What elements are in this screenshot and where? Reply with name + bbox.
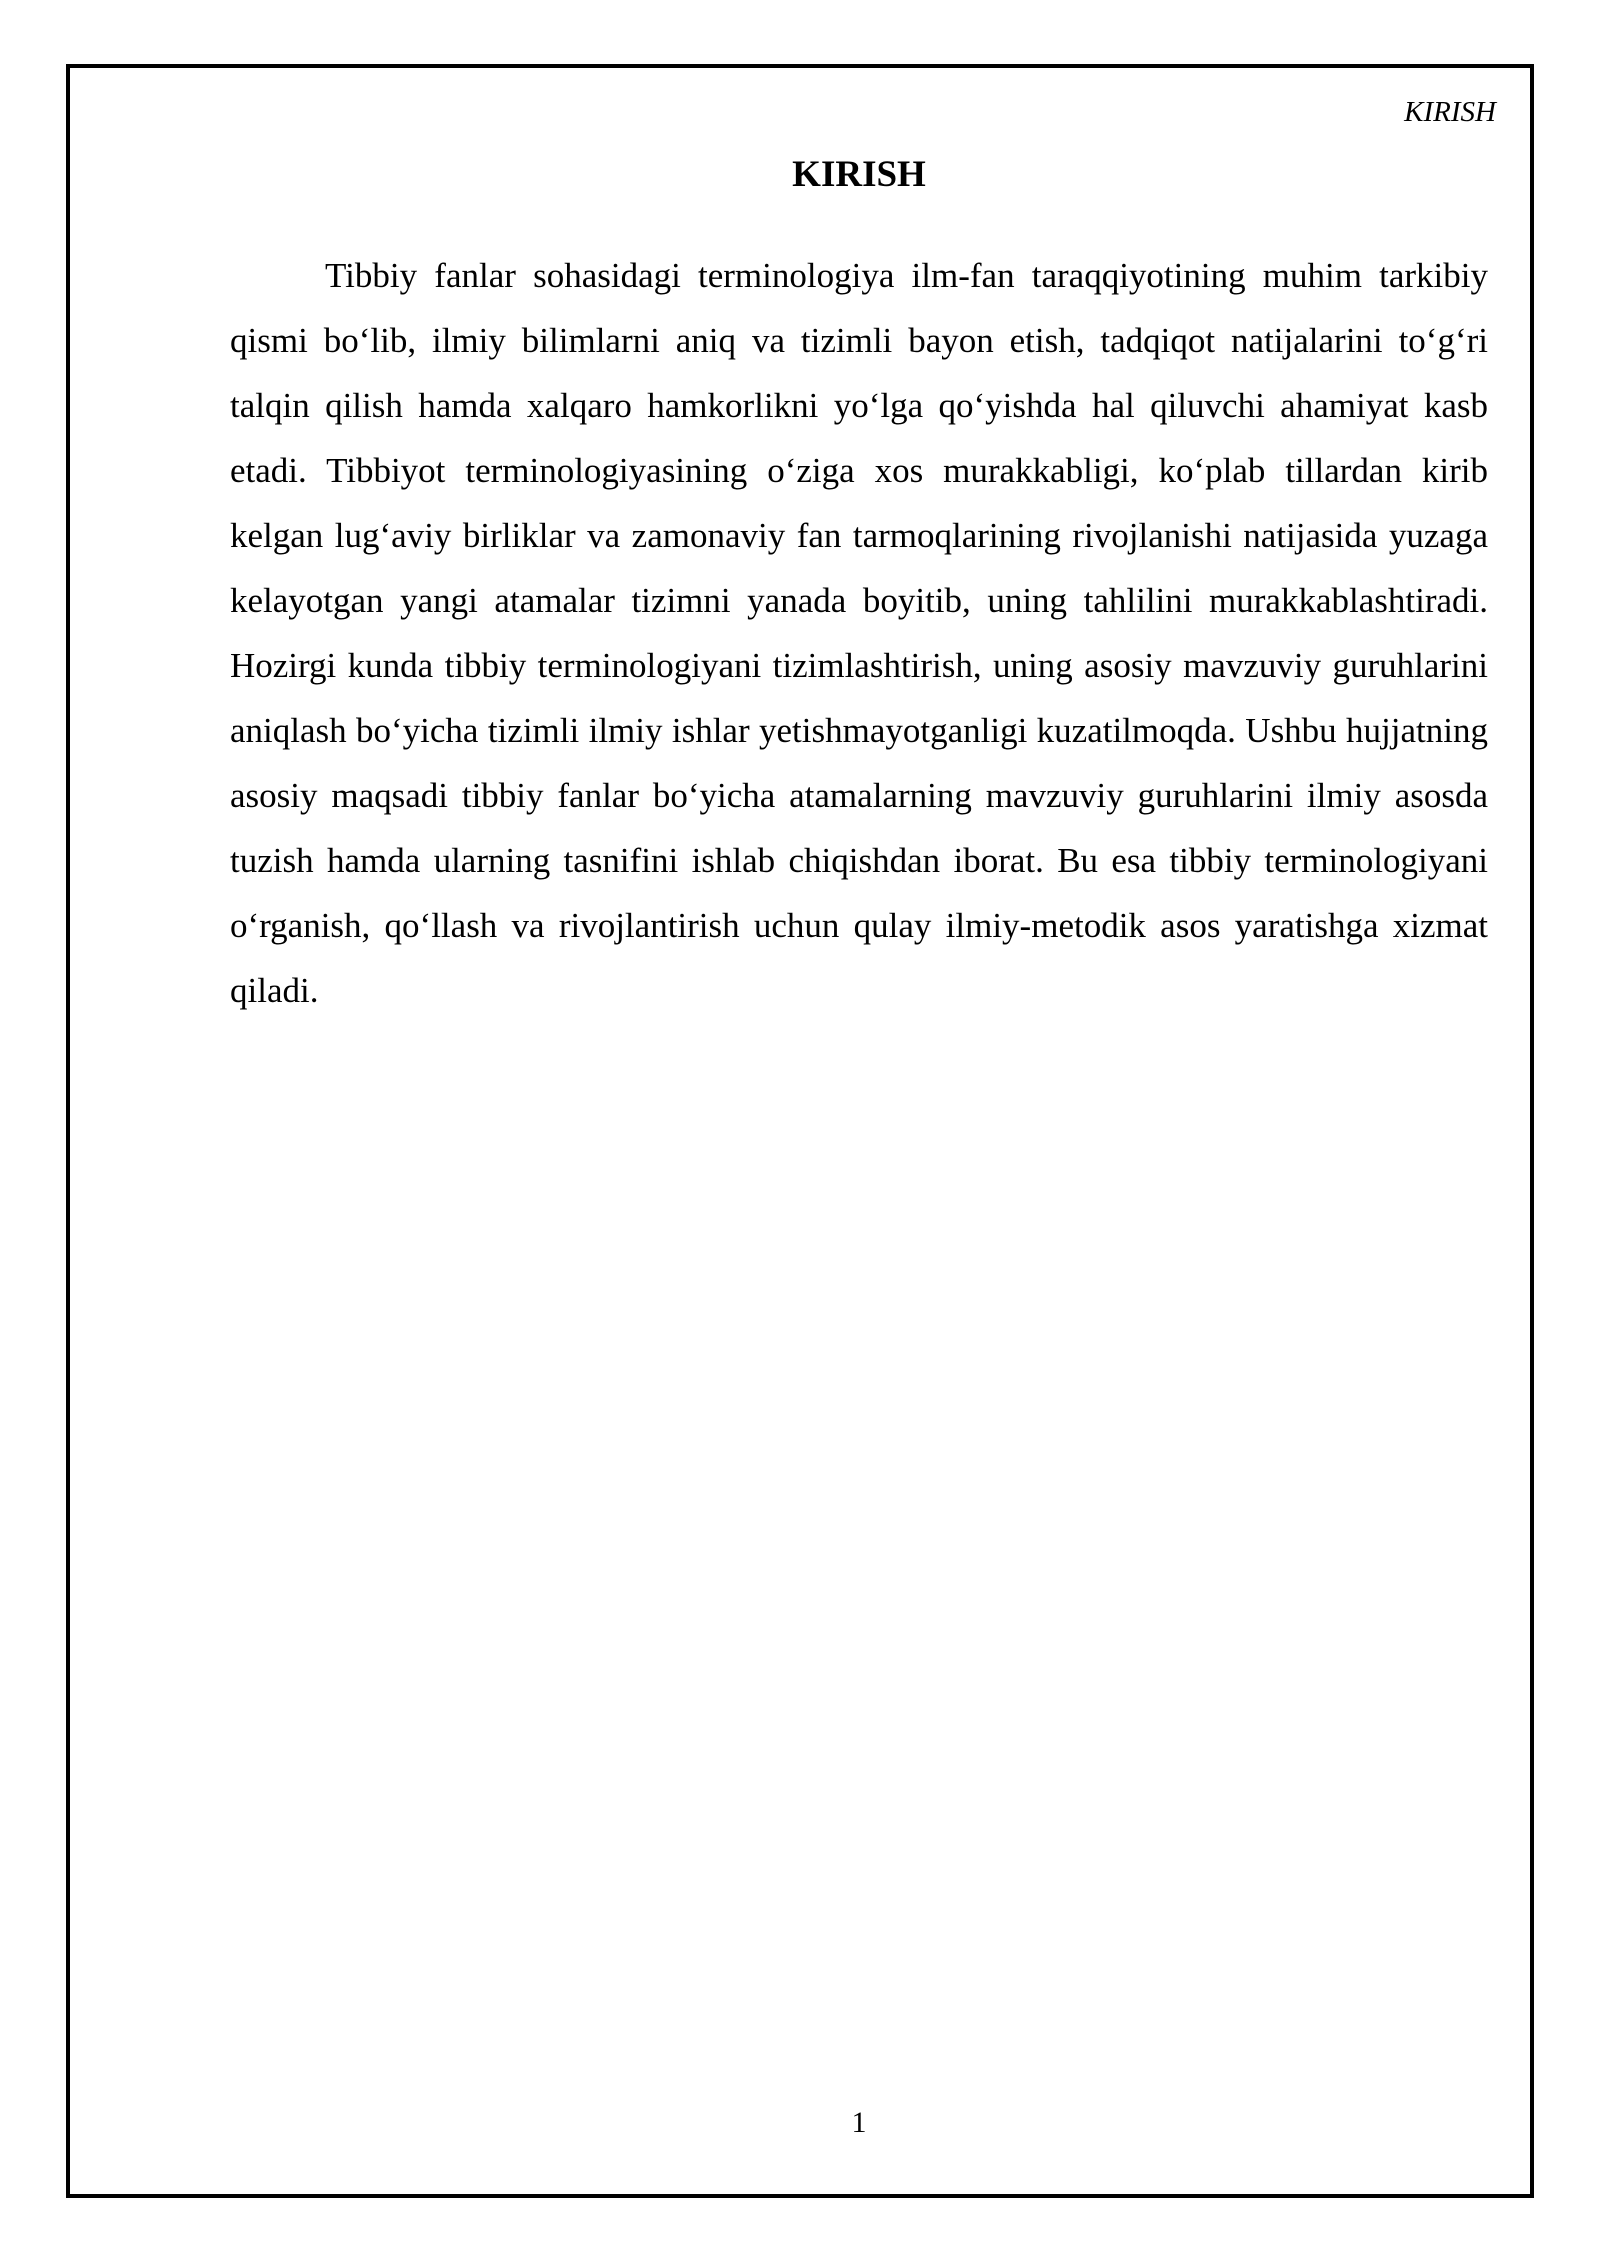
section-title: KIRISH	[792, 154, 926, 195]
page-number: 1	[851, 2106, 867, 2139]
running-header: KIRISH	[1404, 96, 1496, 128]
intro-paragraph: Tibbiy fanlar sohasidagi terminologiya ilm-fan taraqqiyotining muhim tarkibiy qismi bo‘lib, ilmiy bilimlarni aniq va tizimli bayon etish, tadqiqot natijalarini to‘g‘ri talqin qilish hamda xalqaro hamkorlikni yo‘lga qo‘yishda hal qiluvchi ahamiyat kasb etadi. Tibbiyot terminologiyasining o‘ziga xos murakkabligi, ko‘plab tillardan kirib kelgan lug‘aviy birliklar va zamonaviy fan tarmoqlarining rivojlanishi natijasida yuzaga kelayotgan yangi atamalar tizimni yanada boyitib, uning tahlilini murakkablashtiradi. Hozirgi kunda tibbiy terminologiyani tizimlashtirish, uning asosiy mavzuviy guruhlarini aniqlash bo‘yicha tizimli ilmiy ishlar yetishmayotganligi kuzatilmoqda. Ushbu hujjatning asosiy maqsadi tibbiy fanlar bo‘yicha atamalarning mavzuviy guruhlarini ilmiy asosda tuzish hamda ularning tasnifini ishlab chiqishdan iborat. Bu esa tibbiy terminologiyani o‘rganish, qo‘llash va rivojlantirish uchun qulay ilmiy-metodik asos yaratishga xizmat qiladi.	[230, 256, 1488, 1010]
